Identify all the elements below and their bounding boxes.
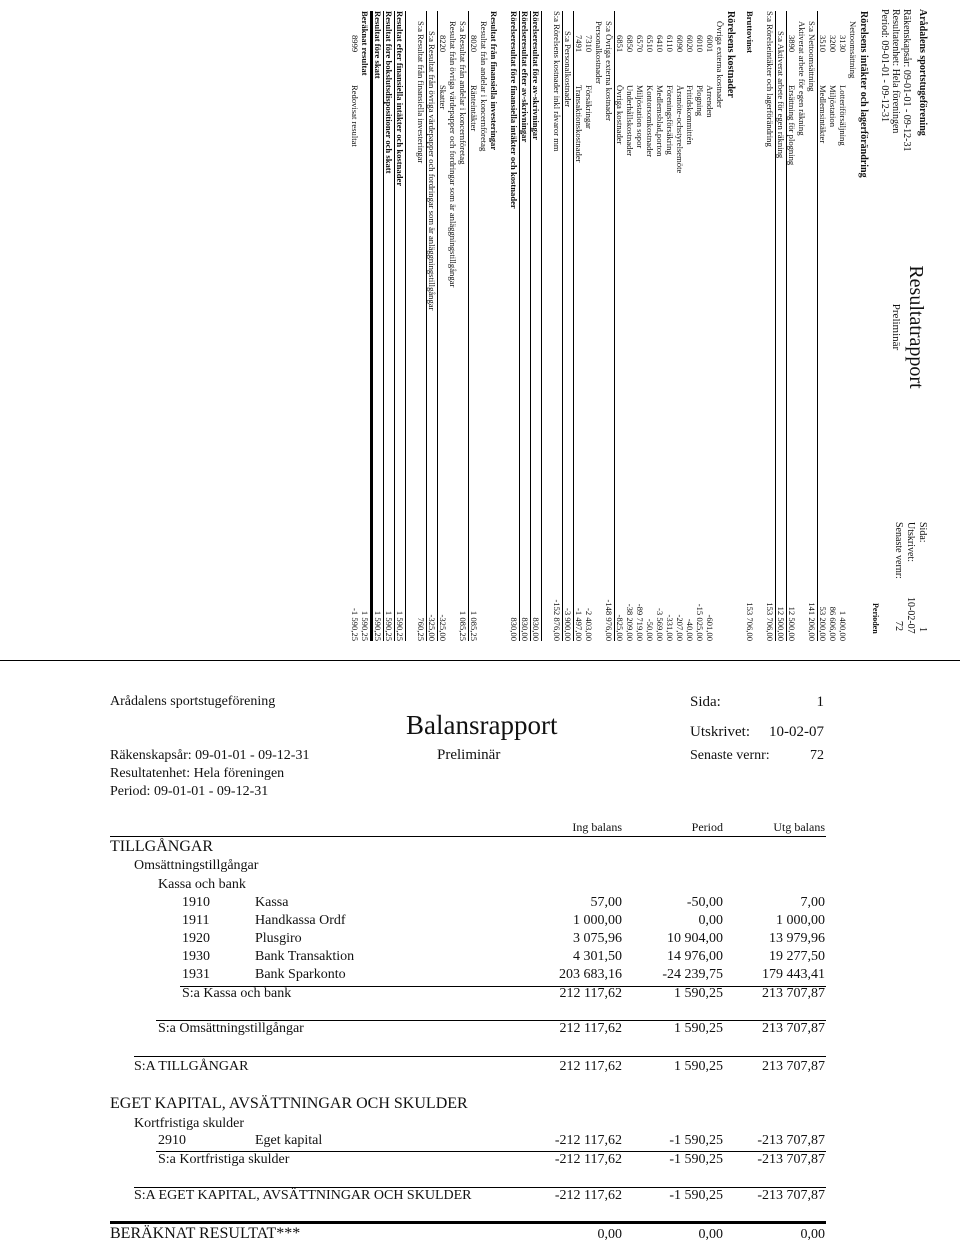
resultat-row-value: 141 206,00 (807, 602, 817, 641)
resultat-period: Period: 09-01-01 - 09-12-31 (879, 9, 890, 123)
account-number: 1920 (182, 931, 210, 946)
group-kassa-och-bank: Kassa och bank (158, 877, 246, 892)
resultat-row (552, 11, 563, 641)
resultat-vernr-label: Senaste vernr: (893, 522, 904, 579)
resultat-account-number: 8220 (438, 35, 448, 53)
resultat-row-value: 53 200,00 (818, 606, 828, 641)
resultat-row (745, 11, 755, 641)
resultat-account-name: Fritidskommittén (685, 85, 695, 145)
resultat-row (395, 11, 406, 641)
resultat-account-number: 6010 (695, 35, 705, 53)
sum-kassa-per: 1 590,25 (674, 986, 723, 1001)
resultat-row-value: -207,00 (675, 614, 685, 641)
resultat-row-label: S:a Resultat från andelar i koncernföretag (458, 21, 468, 165)
group-omsattningstillgangar: Omsättningstillgångar (134, 858, 259, 873)
sum-kassa-ing: 212 117,62 (559, 986, 622, 1001)
resultat-row (458, 11, 469, 641)
resultat-row-value: 153 706,00 (745, 602, 755, 641)
resultat-row (373, 11, 384, 641)
resultat-row-label: S:a Rörelsens kostnader inkl råvaror mm (552, 11, 562, 152)
resultat-row-value: -152 876,00 (552, 599, 562, 641)
resultat-row-value: 760,25 (416, 617, 426, 641)
resultat-row (479, 11, 489, 641)
resultat-row-label: Beräknat resultat (360, 11, 370, 76)
resultat-row-label: Nettoomsättning (848, 21, 858, 79)
resultat-row-value: -325,00 (438, 614, 448, 641)
resultat-account-number: 3200 (828, 35, 838, 53)
resultat-row (787, 11, 797, 641)
resultat-account-number: 6570 (635, 35, 645, 53)
resultat-row-value: 1 590,25 (360, 610, 370, 641)
resultat-account-number: 6410 (655, 35, 665, 53)
beraknat-ing: 0,00 (597, 1227, 622, 1242)
account-ing: 203 683,16 (559, 967, 622, 982)
resultat-row-label: Rörelsens intäkter och lagerförändring (858, 11, 869, 178)
balans-sida-label: Sida: (690, 694, 721, 710)
account-number: 1910 (182, 895, 210, 910)
account-utg: 13 979,96 (769, 931, 825, 946)
account-number: 1911 (182, 913, 210, 928)
account-ing: -212 117,62 (554, 1133, 622, 1148)
resultat-account-number: 3890 (787, 35, 797, 53)
sum-kortfristiga-skulder (0, 1152, 960, 1170)
resultat-account-number: 6851 (615, 35, 625, 53)
resultat-row-label: S:a Resultat från finansiella investeringar (416, 21, 426, 164)
resultat-row (705, 11, 715, 641)
sum-tillg-ing: 212 117,62 (559, 1059, 622, 1074)
resultat-row (584, 11, 594, 641)
resultat-row (818, 11, 828, 641)
account-ing: 4 301,50 (573, 949, 622, 964)
sum-kassa-label: S:a Kassa och bank (182, 986, 292, 1001)
sum-eget-utg: -213 707,87 (757, 1188, 825, 1203)
resultat-row-value: 830,00 (520, 617, 530, 641)
account-row-2910 (0, 1133, 960, 1151)
resultat-account-number: 7491 (574, 35, 584, 53)
resultat-row-value: -15 025,00 (695, 603, 705, 641)
resultat-resultatenhet: Resultatenhet: Hela föreningen (890, 9, 901, 134)
resultat-row-value: -825,00 (615, 614, 625, 641)
resultat-row-value: -2 403,00 (584, 608, 594, 641)
resultat-account-name: Föreningsförsäkring (665, 85, 675, 155)
resultat-row-label: Rörelseresultat efter av-skrivningar (520, 11, 530, 143)
balans-utskrivet-label: Utskrivet: (690, 724, 750, 740)
sum-kort-ing: -212 117,62 (554, 1152, 622, 1167)
resultat-row (635, 11, 645, 641)
resultat-row (350, 11, 360, 641)
resultat-row-label: S:a Personalkostnader (563, 31, 573, 108)
resultat-account-name: Försäkringar (584, 85, 594, 129)
balans-period: Period: 09-01-01 - 09-12-31 (110, 784, 269, 799)
resultat-account-number: 7310 (584, 35, 594, 53)
resultat-account-number: 6001 (705, 35, 715, 53)
section-tillgangar: TILLGÅNGAR (110, 838, 214, 855)
resultat-org: Arådalens sportstugeförening (917, 9, 928, 136)
resultat-row (665, 11, 675, 641)
resultat-row (848, 11, 858, 641)
resultat-row (828, 11, 838, 641)
resultat-row-label: S:a Rörelseintäkter och lagerförändring (765, 11, 775, 147)
sum-kort-label: S:a Kortfristiga skulder (158, 1152, 290, 1167)
resultat-row (735, 11, 745, 641)
account-row-1930 (0, 949, 960, 967)
resultat-row (685, 11, 695, 641)
resultat-utskrivet-label: Utskrivet: (905, 522, 916, 562)
sum-tillg-per: 1 590,25 (674, 1059, 723, 1074)
resultat-row (675, 11, 685, 641)
resultat-row-value: 1 590,25 (384, 610, 394, 641)
resultat-row (655, 11, 665, 641)
resultat-row-value: 1 590,25 (373, 610, 383, 641)
resultat-row (384, 11, 395, 641)
account-number: 2910 (158, 1133, 186, 1148)
resultat-row (406, 11, 416, 641)
resultat-row-label: S:a Nettoomsättning (807, 21, 817, 92)
resultat-row-value: -50,00 (645, 618, 655, 641)
balans-subtitle: Preliminär (437, 747, 501, 763)
resultat-account-name: Skatter (438, 85, 448, 110)
resultat-row-value: -38 209,00 (625, 603, 635, 641)
account-name: Bank Transaktion (255, 949, 355, 964)
balansrapport-page (0, 670, 960, 1248)
resultat-row-value: -325,00 (427, 614, 437, 641)
col-utg-balans: Utg balans (773, 820, 825, 834)
resultat-row-value: 1 085,25 (458, 610, 468, 641)
account-name: Kassa (255, 895, 289, 910)
resultat-row (438, 11, 448, 641)
resultat-title: Resultatrapport (905, 265, 927, 389)
resultat-row (755, 11, 765, 641)
resultat-row (625, 11, 635, 641)
balans-resultatenhet: Resultatenhet: Hela föreningen (110, 766, 285, 781)
resultat-row (489, 11, 499, 641)
account-ing: 57,00 (590, 895, 622, 910)
page-divider (0, 660, 960, 661)
sum-eget-ing: -212 117,62 (554, 1188, 622, 1203)
resultat-sida-label: Sida: (917, 522, 928, 543)
account-utg: 1 000,00 (776, 913, 825, 928)
resultat-row (499, 11, 509, 641)
account-row-1931 (0, 967, 960, 985)
rule-tillgangar (134, 1056, 826, 1057)
resultat-row (360, 11, 373, 641)
resultat-row (807, 11, 818, 641)
header-rule (110, 836, 826, 837)
resultat-row-value: -601,00 (705, 614, 715, 641)
resultat-account-number: 6090 (675, 35, 685, 53)
resultat-rows (350, 11, 868, 641)
sum-eget-label: S:A EGET KAPITAL, AVSÄTTNINGAR OCH SKULDER (134, 1188, 472, 1203)
resultat-sida: 1 (917, 627, 928, 632)
resultat-row (594, 11, 604, 641)
resultat-row (838, 11, 848, 641)
resultat-row (776, 11, 787, 641)
balans-rakenskapsar: Räkenskapsår: 09-01-01 - 09-12-31 (110, 748, 310, 763)
account-utg: -213 707,87 (757, 1133, 825, 1148)
resultat-account-name: Underhållskostnader (625, 85, 635, 157)
sum-oms-per: 1 590,25 (674, 1021, 723, 1036)
section-eget-kapital: EGET KAPITAL, AVSÄTTNINGAR OCH SKULDER (110, 1095, 468, 1112)
account-utg: 19 277,50 (769, 949, 825, 964)
resultat-row-value: 12 500,00 (776, 606, 786, 641)
resultat-row-label: S:a Resultat från övriga värdepapper och fordringar som är anläggningstillgångar (427, 31, 437, 311)
beraknat-per: 0,00 (698, 1227, 723, 1242)
resultat-row-value: 1 400,00 (838, 610, 848, 641)
resultat-row-value: 86 606,00 (828, 606, 838, 641)
resultat-row-label: Resultat efter finansiella intäkter och kostnader (395, 11, 405, 187)
resultat-row (427, 11, 438, 641)
resultat-account-name: Miljöstation sopor (635, 85, 645, 149)
resultat-row (509, 11, 520, 641)
account-name: Eget kapital (255, 1133, 323, 1148)
resultat-row-label: Rörelseresultat före finansiella intäkter och kostnader (509, 11, 519, 209)
resultat-subtitle: Preliminär (890, 303, 902, 351)
resultat-row-value: -1 497,00 (574, 608, 584, 641)
balans-title: Balansrapport (406, 710, 558, 740)
resultat-account-number: 3510 (818, 35, 828, 53)
resultat-account-name: Årsmöte-ochstyrelsemöte (675, 85, 685, 174)
account-per: 10 904,00 (667, 931, 723, 946)
resultat-account-name: Lotteriförsäljning (838, 85, 848, 146)
resultat-row-value: 1 590,25 (395, 610, 405, 641)
resultat-account-number: 8999 (350, 35, 360, 53)
sum-oms-utg: 213 707,87 (762, 1021, 825, 1036)
resultat-account-name: Ersättning för plogning (787, 85, 797, 166)
resultat-row-label: Rörelseresultat före av-skrivningar (531, 11, 541, 140)
resultat-row-label: Resultat från övriga värdepapper och fordringar som är anläggningstillgångar (448, 21, 458, 288)
account-row-1920 (0, 931, 960, 949)
sum-kort-per: -1 590,25 (669, 1152, 723, 1167)
account-per: -50,00 (686, 895, 723, 910)
account-number: 1931 (182, 967, 210, 982)
account-name: Plusgiro (255, 931, 302, 946)
resultat-account-name: Arrenden (705, 85, 715, 118)
sum-eget-kapital (0, 1188, 960, 1206)
resultat-row (574, 11, 584, 641)
resultat-account-number: 8020 (469, 35, 479, 53)
sum-oms-ing: 212 117,62 (559, 1021, 622, 1036)
sum-eget-per: -1 590,25 (669, 1188, 723, 1203)
account-ing: 3 075,96 (573, 931, 622, 946)
resultat-row (448, 11, 458, 641)
account-row-1910 (0, 895, 960, 913)
resultat-row-value: -331,00 (665, 614, 675, 641)
account-per: -1 590,25 (669, 1133, 723, 1148)
resultat-account-name: Redovisat resultat (350, 85, 360, 147)
resultat-row (797, 11, 807, 641)
resultat-account-name: Miljöstation (828, 85, 838, 128)
sum-tillg-label: S:A TILLGÅNGAR (134, 1059, 249, 1074)
resultat-row-label: Resultat före bokslutsdispositioner och skatt (384, 11, 394, 174)
resultat-row-label: Resultat från andelar i koncernföretag (479, 21, 489, 152)
resultat-row-value: 830,00 (531, 617, 541, 641)
resultat-row-label: Aktiverat arbete för egen räkning (797, 21, 807, 136)
balans-utskrivet: 10-02-07 (769, 724, 824, 740)
resultat-row (604, 11, 615, 641)
account-per: 0,00 (698, 913, 723, 928)
resultat-row-value: 12 500,00 (787, 606, 797, 641)
account-utg: 7,00 (800, 895, 825, 910)
account-per: -24 239,75 (662, 967, 723, 982)
resultat-row-value: -40,00 (685, 618, 695, 641)
resultat-account-number: 6110 (665, 35, 675, 52)
resultat-row-value: -3 900,00 (563, 608, 573, 641)
resultat-account-name: Medlemsblad,porton (655, 85, 665, 157)
resultat-row (715, 11, 725, 641)
sum-omsattningstillgangar (0, 1021, 960, 1039)
resultat-row-value: 153 706,00 (765, 602, 775, 641)
resultat-row-value: -89 719,00 (635, 603, 645, 641)
resultat-row (858, 11, 868, 641)
beraknat-label: BERÄKNAT RESULTAT*** (110, 1225, 301, 1242)
resultat-row (520, 11, 531, 641)
resultat-utskrivet: 10-02-07 (905, 597, 916, 634)
resultat-row (645, 11, 655, 641)
group-kortfristiga-skulder: Kortfristiga skulder (134, 1116, 245, 1131)
col-period: Period (691, 820, 723, 834)
resultat-row (531, 11, 542, 641)
resultat-row (725, 11, 735, 641)
resultat-row-value: -148 976,00 (604, 599, 614, 641)
balans-sida: 1 (816, 694, 824, 710)
resultat-row-value: 830,00 (509, 617, 519, 641)
resultat-row-label: Resultat från finansiella investeringar (489, 11, 499, 151)
resultat-row (615, 11, 625, 641)
resultat-col-period: Perioden (871, 603, 880, 634)
resultat-account-name: Ränteintäkter (469, 85, 479, 132)
sum-kassa-utg: 213 707,87 (762, 986, 825, 1001)
resultat-vernr: 72 (893, 621, 904, 631)
resultat-account-number: 6850 (625, 35, 635, 53)
beraknat-resultat-row (0, 1227, 960, 1247)
resultat-row-label: Rörelsens kostnader (725, 11, 736, 98)
sum-tillg-utg: 213 707,87 (762, 1059, 825, 1074)
resultat-row (695, 11, 705, 641)
resultat-account-number: 3130 (838, 35, 848, 53)
resultat-account-number: 6020 (685, 35, 695, 53)
resultat-rakenskapsar: Räkenskapsår: 09-01-01 - 09-12-31 (901, 9, 912, 152)
account-name: Bank Sparkonto (255, 967, 346, 982)
resultat-account-name: Kontorsomkostnader (645, 85, 655, 158)
resultat-row (563, 11, 574, 641)
sum-tillgangar (0, 1059, 960, 1077)
sum-oms-label: S:a Omsättningstillgångar (158, 1021, 304, 1036)
resultat-row-label: Personalkostnader (594, 21, 604, 85)
resultatrapport-rotated (30, 7, 930, 647)
resultat-row (765, 11, 776, 641)
account-number: 1930 (182, 949, 210, 964)
account-per: 14 976,00 (667, 949, 723, 964)
col-ing-balans: Ing balans (572, 820, 622, 834)
rule-beraknat (110, 1221, 826, 1224)
sum-kassa-och-bank (0, 986, 960, 1004)
account-utg: 179 443,41 (762, 967, 825, 982)
resultat-row (416, 11, 427, 641)
resultat-row-value: 1 085,25 (469, 610, 479, 641)
beraknat-utg: 0,00 (800, 1227, 825, 1242)
balans-org: Arådalens sportstugeförening (110, 694, 276, 709)
balans-vernr-label: Senaste vernr: (690, 748, 770, 763)
resultat-account-name: Medlemsintäkter (818, 85, 828, 144)
resultat-row (542, 11, 552, 641)
resultat-account-name: Plogning (695, 85, 705, 117)
resultat-row-value: -1 590,25 (350, 608, 360, 641)
resultat-account-name: Transaktionskostnader (574, 85, 584, 163)
resultat-row-label: Resultat före skatt (373, 11, 383, 79)
balans-vernr: 72 (810, 748, 824, 763)
account-name: Handkassa Ordf (255, 913, 346, 928)
resultat-row-value: -3 569,00 (655, 608, 665, 641)
resultat-row-label: S:a Övriga externa kostnader (604, 21, 614, 121)
resultat-row-label: Övriga externa kostnader (715, 21, 725, 108)
account-ing: 1 000,00 (573, 913, 622, 928)
account-row-1911 (0, 913, 960, 931)
resultat-row-label: Bruttovinst (745, 11, 755, 54)
sum-kort-utg: -213 707,87 (757, 1152, 825, 1167)
resultat-row-label: S:a Aktiverat arbete för egen räkning (776, 31, 786, 159)
resultat-account-number: 6510 (645, 35, 655, 53)
resultat-account-name: Övriga kostnader (615, 85, 625, 145)
resultat-row (469, 11, 479, 641)
